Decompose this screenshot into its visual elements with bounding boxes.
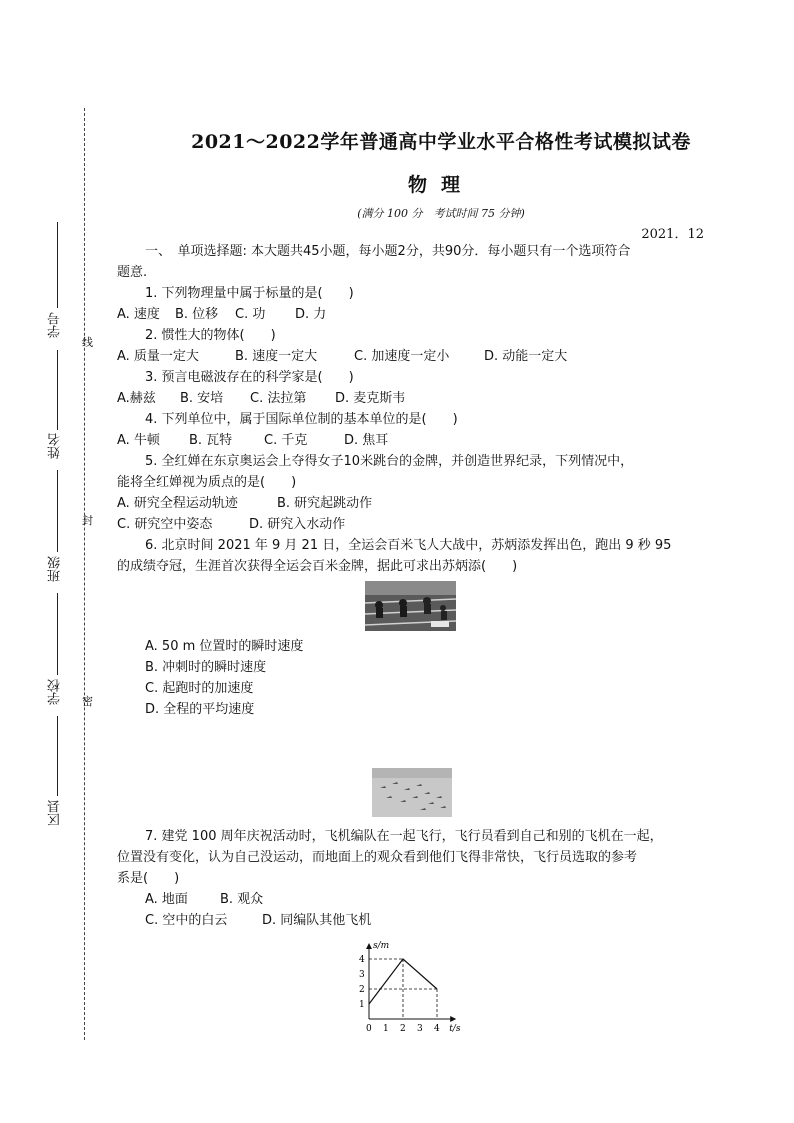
- district-blank: [57, 716, 58, 796]
- seal-seal-char: 封: [82, 514, 93, 527]
- q7-options-row1: [117, 889, 685, 910]
- q5-option-c: C. 研究空中姿态: [117, 517, 213, 532]
- sprint-race-photo: [365, 581, 456, 631]
- q7-option-b: B. 观众: [220, 892, 264, 907]
- q1-options: [117, 304, 685, 325]
- formation-flight-photo: [372, 768, 452, 817]
- q5-stem-2: 能将全红婵视为质点的是( ): [117, 475, 297, 490]
- q3-options: [117, 388, 685, 409]
- x-tick-label: 2: [400, 1024, 406, 1033]
- class-label: 班级: [48, 556, 63, 582]
- seal-line-char: 线: [82, 336, 93, 349]
- binding-dash-line: [84, 108, 85, 1040]
- q5-option-b: B. 研究起跳动作: [277, 496, 373, 511]
- y-tick-label: 2: [359, 985, 365, 995]
- q2-option-d: D. 动能一定大: [484, 349, 568, 364]
- q3-stem: 3. 预言电磁波存在的科学家是( ): [145, 370, 354, 385]
- exam-title: 2021～2022学年普通高中学业水平合格性考试模拟试卷: [191, 131, 691, 153]
- exam-note: (满分 100 分 考试时间 75 分钟): [357, 207, 525, 220]
- q6-option-c: C. 起跑时的加速度: [145, 681, 254, 696]
- q6-stem-2: 的成绩夺冠，生涯首次获得全运会百米金牌，据此可求出苏炳添( ): [117, 559, 518, 574]
- q1-option-a: A. 速度: [117, 307, 160, 322]
- q5-stem-1: 5. 全红婵在东京奥运会上夺得女子10米跳台的金牌，并创造世界纪录，下列情况中，: [145, 454, 634, 469]
- q2-options: [117, 346, 685, 367]
- question-body: [117, 241, 685, 577]
- section-heading-cont: 题意.: [117, 265, 148, 280]
- q3-option-c: C. 法拉第: [250, 391, 307, 406]
- x-tick-label: 1: [383, 1024, 389, 1033]
- q1-option-b: B. 位移: [175, 307, 219, 322]
- x-tick-label: 0: [366, 1024, 372, 1033]
- q2-stem: 2. 惯性大的物体( ): [145, 328, 276, 343]
- st-graph-ticks: [359, 955, 440, 1033]
- q3-option-a: A.赫兹: [117, 391, 156, 406]
- q4-option-d: D. 焦耳: [344, 433, 389, 448]
- x-tick-label: 4: [434, 1024, 440, 1033]
- st-graph: [355, 933, 465, 1033]
- q4-stem: 4. 下列单位中，属于国际单位制的基本单位的是( ): [145, 412, 458, 427]
- x-tick-label: 3: [417, 1024, 423, 1033]
- q7-option-d: D. 同编队其他飞机: [262, 913, 372, 928]
- q7-options-row2: [117, 910, 685, 931]
- q7-option-a: A. 地面: [145, 892, 188, 907]
- q7-stem-1: 7. 建党 100 周年庆祝活动时，飞机编队在一起飞行，飞行员看到自己和别的飞机在一起，: [145, 829, 663, 844]
- q1-option-d: D. 力: [295, 307, 327, 322]
- q6-option-b: B. 冲刺时的瞬时速度: [145, 660, 267, 675]
- q1-option-c: C. 功: [235, 307, 266, 322]
- q5-options-row1: [117, 493, 685, 514]
- q7-stem-2: 位置没有变化，认为自己没运动，而地面上的观众看到他们飞得非常快，飞行员选取的参考: [117, 850, 638, 865]
- exam-date: 2021．12: [641, 227, 704, 242]
- st-graph-axes: [369, 941, 461, 1033]
- y-tick-label: 4: [359, 955, 365, 965]
- subject-title: 物理: [407, 174, 474, 196]
- q6-option-d: D. 全程的平均速度: [145, 702, 255, 717]
- section-heading: 一、 单项选择题: 本大题共45小题，每小题2分，共90分．每小题只有一个选项符合: [145, 244, 631, 259]
- q6-stem-1: 6. 北京时间 2021 年 9 月 21 日，全运会百米飞人大战中，苏炳添发挥出色，跑出 9 秒 95: [145, 538, 672, 553]
- q4-option-c: C. 千克: [264, 433, 308, 448]
- q3-option-b: B. 安培: [180, 391, 224, 406]
- q6-options: [117, 636, 685, 720]
- student-id-label: 学号: [48, 312, 63, 338]
- district-label: 区县: [48, 800, 63, 826]
- q4-option-b: B. 瓦特: [189, 433, 233, 448]
- y-tick-label: 1: [359, 1000, 365, 1010]
- seal-secret-char: 密: [82, 695, 93, 708]
- q5-option-a: A. 研究全程运动轨迹: [117, 496, 238, 511]
- q6-option-a: A. 50 m 位置时的瞬时速度: [145, 639, 304, 654]
- student-id-blank: [57, 222, 58, 308]
- q2-option-c: C. 加速度一定小: [354, 349, 450, 364]
- q7-block: [117, 826, 685, 931]
- y-tick-label: 3: [359, 970, 365, 980]
- q2-option-a: A. 质量一定大: [117, 349, 199, 364]
- name-label: 姓名: [48, 433, 63, 459]
- q7-option-c: C. 空中的白云: [145, 913, 228, 928]
- q4-options: [117, 430, 685, 451]
- q7-stem-3: 系是( ): [117, 871, 180, 886]
- q5-options-row2: [117, 514, 685, 535]
- q1-stem: 1. 下列物理量中属于标量的是( ): [145, 286, 354, 301]
- class-blank: [57, 470, 58, 552]
- q3-option-d: D. 麦克斯韦: [335, 391, 406, 406]
- q4-option-a: A. 牛顿: [117, 433, 160, 448]
- name-blank: [57, 350, 58, 430]
- y-axis-label: s/m: [373, 941, 390, 951]
- st-graph-guides: [369, 959, 437, 1019]
- school-blank: [57, 593, 58, 675]
- q5-option-d: D. 研究入水动作: [249, 517, 346, 532]
- school-label: 学校: [48, 679, 63, 705]
- q2-option-b: B. 速度一定大: [235, 349, 318, 364]
- x-axis-label: t/s: [449, 1024, 461, 1033]
